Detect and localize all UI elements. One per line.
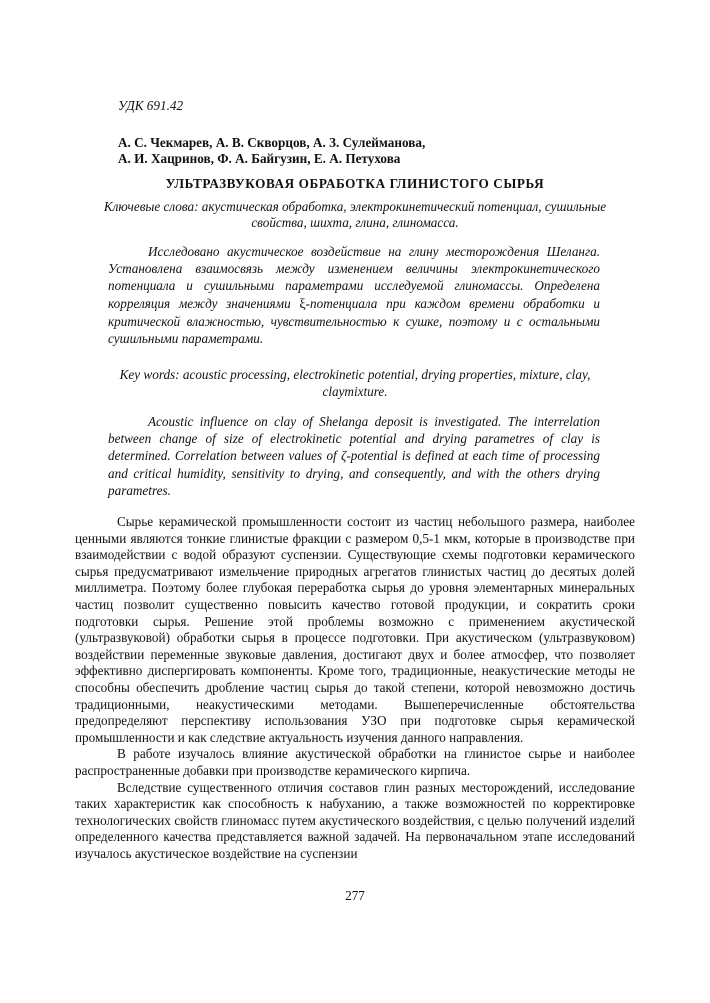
abstract-russian-part-1: Исследовано акустическое воздействие на глину месторождения Шеланга. Установлена взаимосвязь между изменением величины электрокинетического потенциала и сушильными параметрами исследуемой глиномассы. Определена корреляция между значениями <box>108 244 600 311</box>
article-title: УЛЬТРАЗВУКОВАЯ ОБРАБОТКА ГЛИНИСТОГО СЫРЬЯ <box>165 176 545 191</box>
keywords-russian-line-2: свойства, шихта, глина, глиномасса. <box>251 215 459 230</box>
abstract-english-text: Acoustic influence on clay of Shelanga deposit is investigated. The interrelation between change of size of electrokinetic potential and drying parametres of clay is determined. Correlation between values of ζ-potential is defined at each time of processing and critical humidity, sensitivity to drying, and consequently, and with the others drying parametres. <box>108 414 600 498</box>
authors-line-1: А. С. Чекмарев, А. В. Скворцов, А. З. Сулейманова, <box>118 135 426 150</box>
body-text <box>75 514 635 862</box>
abstract-russian-part-2: -потенциала при каждом времени обработки и критической влажностью, чувствительностью к сушке, поэтому и с остальными сушильными параметрами. <box>108 295 600 347</box>
keywords-english-line-2: claymixture. <box>322 383 388 399</box>
page-number: 277 <box>345 888 365 903</box>
udk-code: УДК 691.42 <box>118 98 184 113</box>
abstract-english <box>108 413 600 499</box>
keywords-russian-line-1: Ключевые слова: акустическая обработка, электрокинетический потенциал, сушильные <box>103 199 607 214</box>
xi-symbol: ξ <box>299 296 306 312</box>
authors-block <box>118 135 425 167</box>
keywords-english-line-1: Key words: acoustic processing, electrokinetic potential, drying properties, mixture, clay, <box>119 367 591 382</box>
body-paragraph-3: Вследствие существенного отличия составов глин разных месторождений, исследование таких характеристик как способность к набуханию, а также возможностей по корректировке технологических свойств глиномасс путем акустического воздействия, с целью получений изделий определенного качества представляется важной задачей. На первоначальном этапе исследований изучалось акустическое воздействие на суспензии <box>75 779 635 861</box>
body-paragraph-2: В работе изучалось влияние акустической обработки на глинистое сырье и наиболее распространенные добавки при производстве керамического кирпича. <box>75 746 635 778</box>
keywords-english <box>70 367 640 400</box>
keywords-russian <box>70 199 640 231</box>
body-paragraph-1: Сырье керамической промышленности состоит из частиц небольшого размера, наиболее ценными являются тонкие глинистые фракции с размером 0,5-1 мкм, которые в производстве при взаимодействии с водой образуют суспензии. Существующие схемы подготовки керамического сырья предусматривают измельчение природных агрегатов глинистых частиц до десятых долей миллиметра. Поэтому более глубокая переработка сырья до уровня элементарных минеральных частиц позволит существенно повысить качество готовой продукции, и сократить сроки подготовки сырья. Решение этой проблемы возможно с применением акустической (ультразвуковой) обработки сырья в процессе подготовки. При акустическом (ультразвуковом) воздействии переменные звуковые давления, достигают двух и более атмосфер, что позволяет эффективно диспергировать компоненты. Кроме того, традиционные, неакустические методы не способны обеспечить дробление частиц сырья до такой степени, которой невозможно достичь традиционными, неакустическими методами. Вышеперечисленные обстоятельства предопределяют перспективу использования УЗО при подготовке сырья керамической промышленности и как следствие актуальность изучения данного направления. <box>75 514 635 745</box>
authors-line-2: А. И. Хацринов, Ф. А. Байгузин, Е. А. Петухова <box>118 151 401 166</box>
abstract-russian <box>108 243 600 347</box>
